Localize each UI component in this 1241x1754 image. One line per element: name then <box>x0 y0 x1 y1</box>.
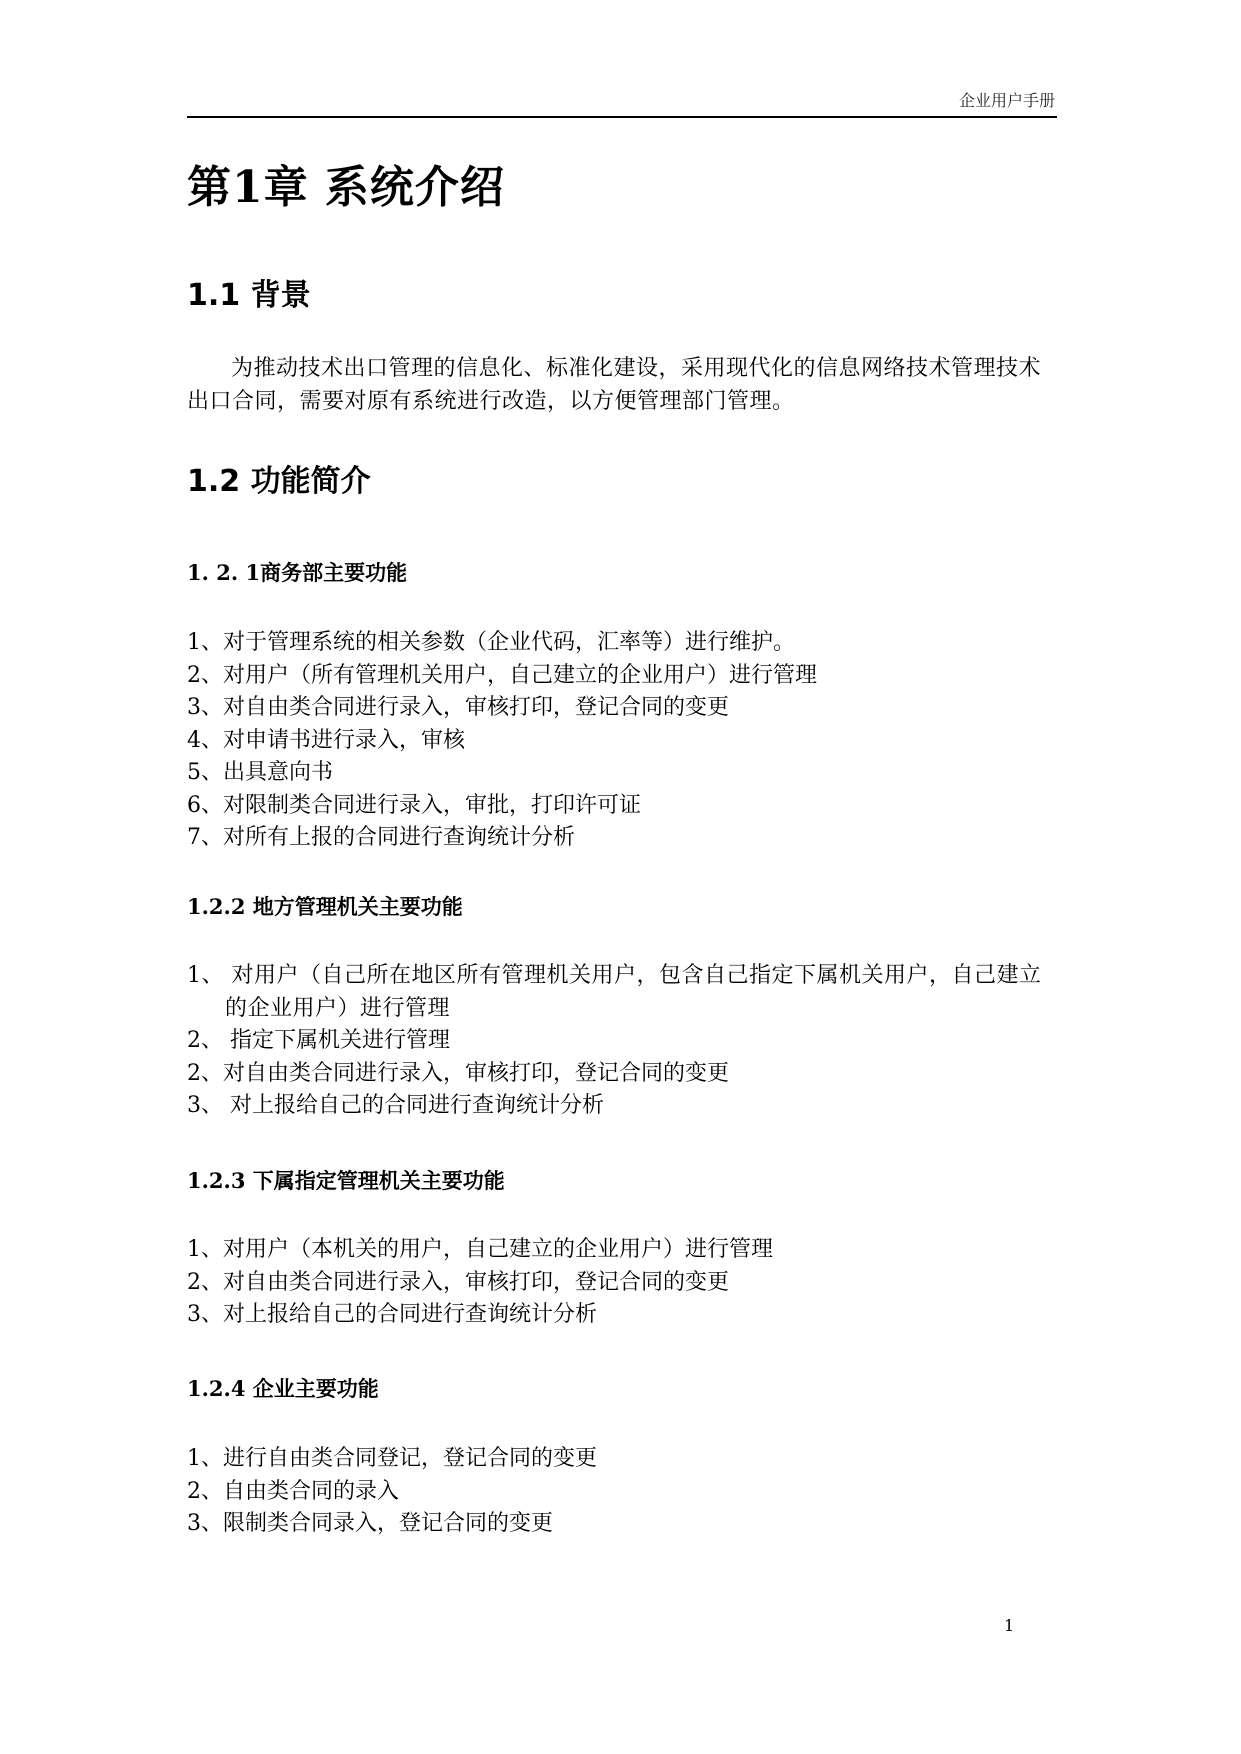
list-item: 2、 指定下属机关进行管理 <box>187 1028 450 1053</box>
list-item: 1、对于管理系统的相关参数（企业代码，汇率等）进行维护。 <box>187 630 795 655</box>
subsection-title-subordinate-authority: 1.2.3 下属指定管理机关主要功能 <box>187 1168 505 1193</box>
local-authority-function-list <box>187 960 1057 1123</box>
ministry-function-list <box>187 627 1057 855</box>
page-number: 1 <box>1004 1616 1015 1635</box>
subordinate-authority-function-list <box>187 1234 1057 1332</box>
list-item: 1、进行自由类合同登记，登记合同的变更 <box>187 1446 597 1471</box>
subsection-title-enterprise: 1.2.4 企业主要功能 <box>187 1376 379 1401</box>
background-paragraph: 为推动技术出口管理的信息化、标准化建设，采用现代化的信息网络技术管理技术出口合同，需要对原有系统进行改造，以方便管理部门管理。 <box>187 356 1042 414</box>
list-item: 1、 对用户（自己所在地区所有管理机关用户，包含自己指定下属机关用户，自己建立的企业用户）进行管理 <box>187 963 1042 1021</box>
list-item: 4、对申请书进行录入，审核 <box>187 727 465 753</box>
chapter-title: 第1章 系统介绍 <box>187 162 505 213</box>
list-item: 2、自由类合同的录入 <box>187 1478 399 1504</box>
list-item: 2、对自由类合同进行录入，审核打印，登记合同的变更 <box>187 1060 729 1086</box>
list-item: 5、出具意向书 <box>187 760 333 785</box>
list-item: 3、 对上报给自己的合同进行查询统计分析 <box>187 1093 604 1118</box>
list-item: 7、对所有上报的合同进行查询统计分析 <box>187 825 575 850</box>
enterprise-function-list <box>187 1443 1057 1541</box>
page-header <box>187 88 1057 118</box>
header-title: 企业用户手册 <box>958 91 1055 110</box>
subsection-title-ministry: 1. 2. 1商务部主要功能 <box>187 560 408 585</box>
list-item: 3、对上报给自己的合同进行查询统计分析 <box>187 1302 597 1327</box>
list-item: 2、对用户（所有管理机关用户，自己建立的企业用户）进行管理 <box>187 662 817 688</box>
list-item: 3、限制类合同录入，登记合同的变更 <box>187 1511 553 1536</box>
list-item: 6、对限制类合同进行录入，审批，打印许可证 <box>187 792 641 818</box>
list-item: 3、对自由类合同进行录入，审核打印，登记合同的变更 <box>187 695 729 720</box>
section-title-background: 1.1 背景 <box>187 278 311 313</box>
list-item: 1、对用户（本机关的用户，自己建立的企业用户）进行管理 <box>187 1237 773 1262</box>
section-title-features: 1.2 功能简介 <box>187 464 371 499</box>
subsection-title-local-authority: 1.2.2 地方管理机关主要功能 <box>187 894 463 919</box>
list-item: 2、对自由类合同进行录入，审核打印，登记合同的变更 <box>187 1269 729 1295</box>
